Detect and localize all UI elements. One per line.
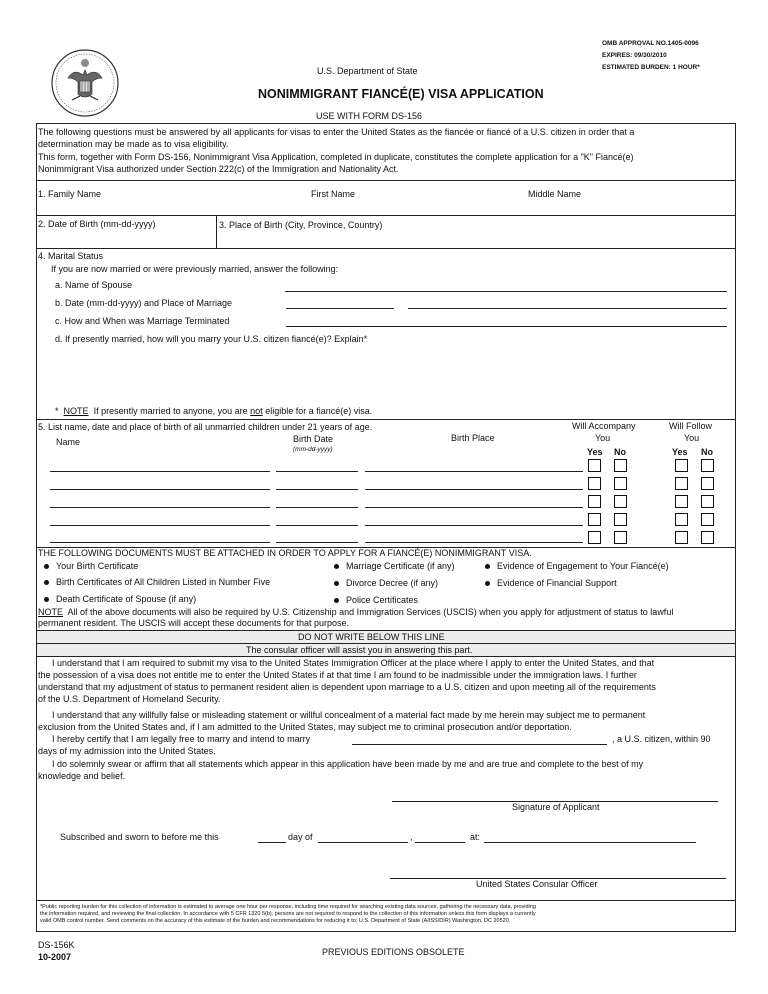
documents-heading: THE FOLLOWING DOCUMENTS MUST BE ATTACHED IN ORDER TO APPLY FOR A FIANCÉ(E) NONIMMIGRANT VISA.	[38, 548, 532, 558]
follow-yes-checkbox[interactable]	[675, 531, 688, 544]
accompany-no-checkbox[interactable]	[614, 531, 627, 544]
col-birth-date-format: (mm-dd-yyyy)	[293, 446, 333, 453]
follow-yes-checkbox[interactable]	[675, 459, 688, 472]
sworn-year-input[interactable]	[415, 842, 465, 843]
col-birth-date: Birth Date	[293, 434, 334, 444]
follow-no-checkbox[interactable]	[701, 531, 714, 544]
use-with-note: USE WITH FORM DS-156	[316, 111, 423, 121]
col-will-follow-you: You	[684, 433, 700, 443]
spouse-name-label: a. Name of Spouse	[55, 280, 133, 290]
intro-line-2: determination may be made as to visa eligibility.	[38, 139, 229, 149]
follow-yes-header: Yes	[672, 447, 688, 457]
intro-line-1: The following questions must be answered by all applicants for visas to enter the United States as the fiancée or fiancé of a U.S. citizen in order that a	[38, 127, 635, 137]
place-of-birth-input[interactable]	[219, 232, 729, 246]
expiration-date: EXPIRES: 09/30/2010	[602, 52, 667, 59]
oath-p1-line-2: the possession of a visa does not entitle me to enter the United States if at that time I am found to be inadmissible under the immigration laws. I further	[38, 670, 637, 680]
oath-p1-line-3: understand that my adjustment of status to permanent resident alien is dependent upon marriage to a U.S. citizen and upon meeting all of the requirements	[38, 682, 656, 692]
col-will-accompany-you: You	[595, 433, 611, 443]
burden-footnote-2: the information required, and reviewing the final collection. In accordance with 5 CFR 1320 5(b), persons are not required to respond to the collection of this information unless this form displays a currently	[40, 911, 536, 917]
bullet-icon	[44, 580, 49, 585]
doc-item: Police Certificates	[334, 595, 418, 605]
col-will-accompany: Will Accompany	[572, 421, 636, 431]
intro-line-3: This form, together with Form DS-156, Nonimmigrant Visa Application, completed in duplicate, constitutes the complete application for a "K" Fiancé(e)	[38, 152, 634, 162]
documents-note-line-1: NOTE All of the above documents will also be required by U.S. Citizenship and Immigration Services (USCIS) when you apply for adjustment of status to lawful	[38, 607, 674, 617]
accompany-no-checkbox[interactable]	[614, 513, 627, 526]
doc-item: Death Certificate of Spouse (if any)	[44, 594, 196, 604]
bullet-icon	[334, 598, 339, 603]
signature-label: Signature of Applicant	[512, 802, 600, 812]
marital-note: * NOTE If presently married to anyone, you are not eligible for a fiancé(e) visa.	[55, 406, 373, 416]
child-name-input[interactable]	[50, 525, 270, 526]
marriage-date-input[interactable]	[286, 308, 394, 309]
documents-note-line-2: permanent resident. The USCIS will accept these documents for that purpose.	[38, 618, 349, 628]
follow-yes-checkbox[interactable]	[675, 477, 688, 490]
child-birthplace-input[interactable]	[365, 471, 583, 472]
follow-no-checkbox[interactable]	[701, 495, 714, 508]
omb-approval: OMB APPROVAL NO.1405-0096	[602, 40, 699, 47]
bullet-icon	[485, 564, 490, 569]
children-heading: 5. List name, date and place of birth of all unmarried children under 21 years of age.	[38, 422, 373, 432]
form-number: DS-156K	[38, 940, 75, 950]
consular-assist-note: The consular officer will assist you in answering this part.	[246, 645, 473, 655]
accompany-yes-checkbox[interactable]	[588, 495, 601, 508]
follow-no-checkbox[interactable]	[701, 513, 714, 526]
child-name-input[interactable]	[50, 507, 270, 508]
oath-p3-post: , a U.S. citizen, within 90	[612, 734, 711, 744]
doc-item: Marriage Certificate (if any)	[334, 561, 455, 571]
follow-no-header: No	[701, 447, 713, 457]
doc-item: Evidence of Engagement to Your Fiancé(e)	[485, 561, 669, 571]
child-name-input[interactable]	[50, 542, 270, 543]
day-of-label: day of	[288, 832, 313, 842]
col-name: Name	[56, 437, 81, 447]
child-birthdate-input[interactable]	[276, 507, 358, 508]
oath-p3-pre: I hereby certify that I am legally free to marry and intend to marry	[52, 734, 311, 744]
child-birthdate-input[interactable]	[276, 525, 358, 526]
sworn-day-input[interactable]	[258, 842, 286, 843]
department-name: U.S. Department of State	[317, 66, 418, 76]
bullet-icon	[44, 564, 49, 569]
form-title: NONIMMIGRANT FIANCÉ(E) VISA APPLICATION	[258, 87, 544, 101]
marriage-termination-label: c. How and When was Marriage Terminated	[55, 316, 230, 326]
accompany-yes-checkbox[interactable]	[588, 477, 601, 490]
bullet-icon	[485, 581, 490, 586]
child-birthplace-input[interactable]	[365, 542, 583, 543]
child-birthplace-input[interactable]	[365, 489, 583, 490]
name-input-area[interactable]	[38, 199, 728, 213]
marry-explanation-input[interactable]	[55, 347, 727, 399]
accompany-yes-checkbox[interactable]	[588, 459, 601, 472]
burden-footnote-3: valid OMB control number. Send comments on the accuracy of this estimate of the burden and recommendations for reducing it to: U.S. Department of State (A/ISS/DIR) Washington, DC 20520.	[40, 918, 511, 924]
sworn-location-input[interactable]	[484, 842, 696, 843]
accompany-no-checkbox[interactable]	[614, 495, 627, 508]
burden-footnote-1: *Public reporting burden for this collection of information is estimated to average one hour per response, including time required for searching existing data sources, gathering the necessary data, providing	[40, 904, 536, 910]
consular-officer-label: United States Consular Officer	[476, 879, 598, 889]
marriage-place-input[interactable]	[408, 308, 727, 309]
doc-item: Birth Certificates of All Children Listed in Number Five	[44, 577, 270, 587]
accompany-no-checkbox[interactable]	[614, 477, 627, 490]
follow-yes-checkbox[interactable]	[675, 513, 688, 526]
fiance-name-input[interactable]	[352, 744, 607, 745]
marry-explanation-label: d. If presently married, how will you marry your U.S. citizen fiancé(e)? Explain*	[55, 334, 368, 344]
child-birthdate-input[interactable]	[276, 542, 358, 543]
child-birthdate-input[interactable]	[276, 489, 358, 490]
doc-item: Evidence of Financial Support	[485, 578, 617, 588]
oath-p2-line-1: I understand that any willfully false or misleading statement or willful concealment of a material fact made by me herein may subject me to permanent	[52, 710, 646, 720]
bullet-icon	[44, 597, 49, 602]
do-not-write-label: DO NOT WRITE BELOW THIS LINE	[298, 632, 445, 642]
accompany-yes-checkbox[interactable]	[588, 531, 601, 544]
marital-instruction: If you are now married or were previously married, answer the following:	[51, 264, 339, 274]
at-label: at:	[470, 832, 481, 842]
date-of-birth-input[interactable]	[38, 231, 213, 245]
accompany-yes-checkbox[interactable]	[588, 513, 601, 526]
follow-no-checkbox[interactable]	[701, 459, 714, 472]
child-birthplace-input[interactable]	[365, 507, 583, 508]
doc-item: Your Birth Certificate	[44, 561, 138, 571]
sworn-month-input[interactable]	[318, 842, 408, 843]
marriage-date-place-label: b. Date (mm-dd-yyyy) and Place of Marriage	[55, 298, 233, 308]
child-name-input[interactable]	[50, 489, 270, 490]
comma-label: ,	[410, 832, 413, 842]
follow-yes-checkbox[interactable]	[675, 495, 688, 508]
place-of-birth-label: 3. Place of Birth (City, Province, Country)	[219, 220, 383, 230]
oath-p1-line-1: I understand that I am required to submit my visa to the United States Immigration Officer at the place where I apply to enter the United States, and that	[52, 658, 655, 668]
accompany-no-checkbox[interactable]	[614, 459, 627, 472]
child-birthdate-input[interactable]	[276, 471, 358, 472]
marital-status-heading: 4. Marital Status	[38, 251, 104, 261]
oath-p3-line-2: days of my admission into the United States.	[38, 746, 216, 756]
date-of-birth-label: 2. Date of Birth (mm-dd-yyyy)	[38, 219, 156, 229]
family-name-label: 1. Family Name	[38, 189, 102, 199]
doc-item: Divorce Decree (if any)	[334, 578, 438, 588]
follow-no-checkbox[interactable]	[701, 477, 714, 490]
middle-name-label: Middle Name	[528, 189, 582, 199]
bullet-icon	[334, 581, 339, 586]
previous-editions-obsolete: PREVIOUS EDITIONS OBSOLETE	[322, 947, 465, 957]
form-date: 10-2007	[38, 952, 72, 962]
subscribed-label: Subscribed and sworn to before me this	[60, 832, 219, 842]
oath-p4-line-1: I do solemnly swear or affirm that all statements which appear in this application have been made by me and are true and complete to the best of my	[52, 759, 644, 769]
child-name-input[interactable]	[50, 471, 270, 472]
oath-p4-line-2: knowledge and belief.	[38, 771, 126, 781]
spouse-name-input[interactable]	[285, 291, 727, 292]
estimated-burden: ESTIMATED BURDEN: 1 HOUR*	[602, 64, 700, 71]
oath-p1-line-4: of the U.S. Department of Homeland Security.	[38, 694, 221, 704]
intro-line-4: Nonimmigrant Visa authorized under Section 222(c) of the Immigration and Nationality Act.	[38, 164, 399, 174]
first-name-label: First Name	[311, 189, 356, 199]
bullet-icon	[334, 564, 339, 569]
accompany-yes-header: Yes	[587, 447, 603, 457]
child-birthplace-input[interactable]	[365, 525, 583, 526]
col-birth-place: Birth Place	[451, 433, 495, 443]
col-will-follow: Will Follow	[669, 421, 713, 431]
marriage-termination-input[interactable]	[286, 326, 727, 327]
accompany-no-header: No	[614, 447, 626, 457]
oath-p2-line-2: exclusion from the United States and, if I am admitted to the United States, may subject me to criminal prosecution and/or deportation.	[38, 722, 572, 732]
department-seal-icon	[50, 48, 120, 118]
